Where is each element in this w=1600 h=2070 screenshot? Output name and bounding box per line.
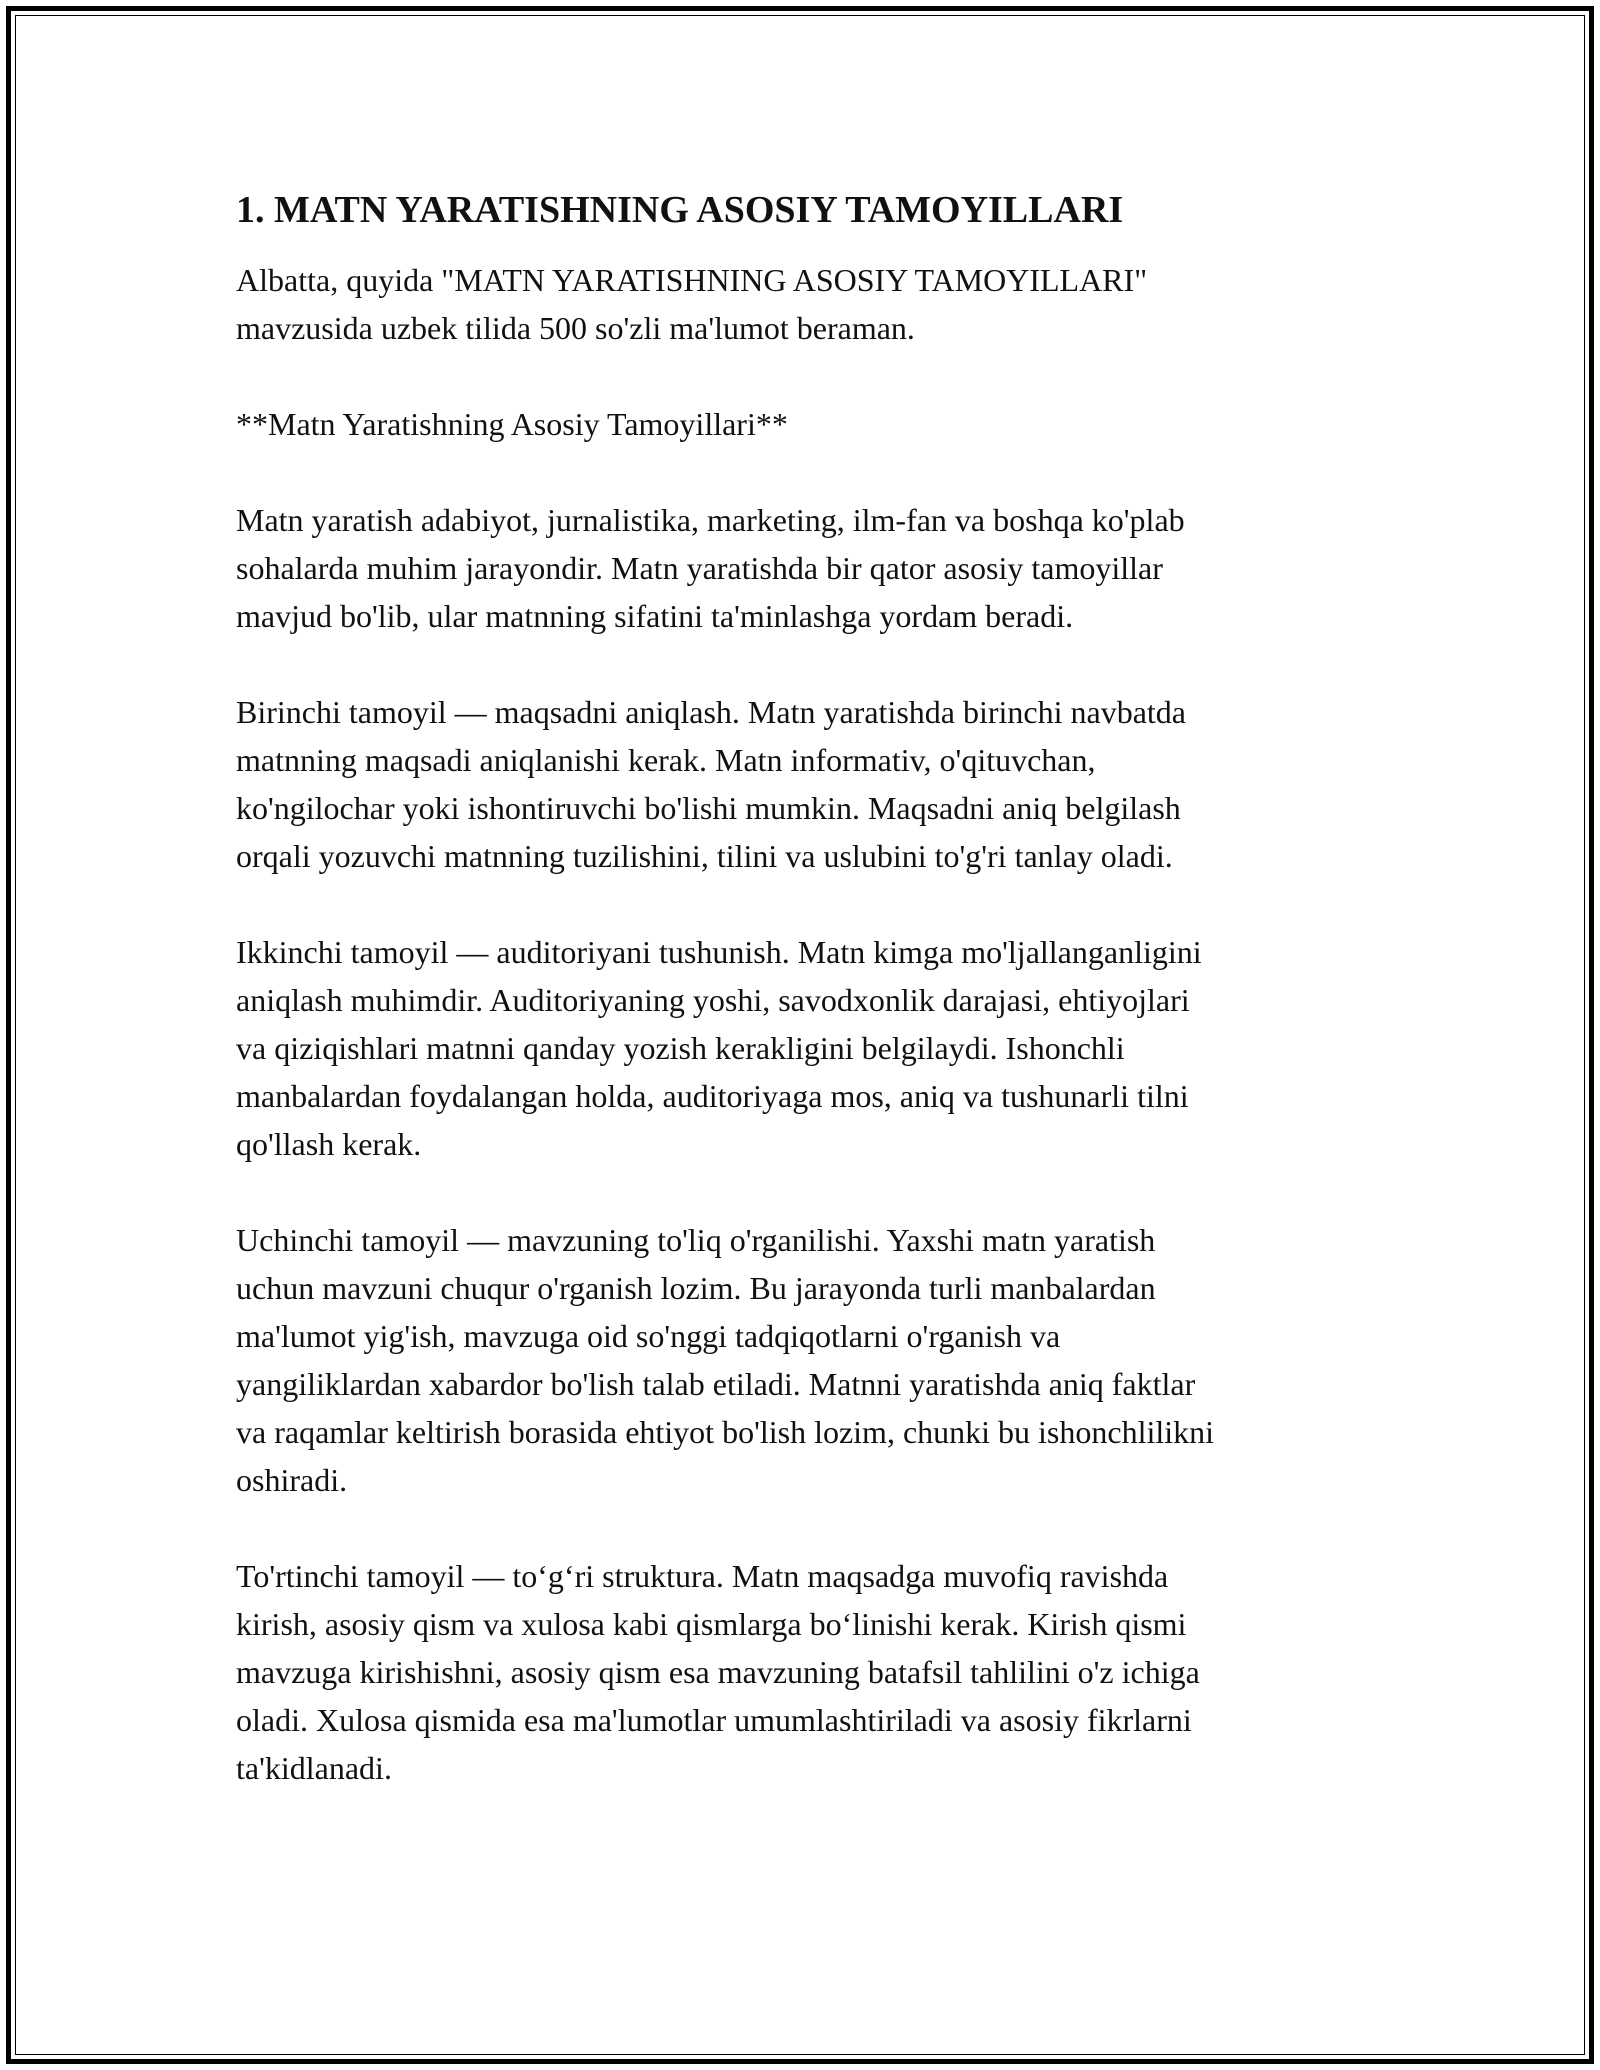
paragraph-principle-4: To'rtinchi tamoyil — to‘g‘ri struktura. Matn maqsadga muvofiq ravishda kirish, asosiy qism va xulosa kabi qismlarga bo‘linishi kerak. Kirish qismi mavzuga kirishishni, asosiy qism esa mavzuning batafsil tahlilini o'z ichiga oladi. Xulosa qismida esa ma'lumotlar umumlashtiriladi va asosiy fikrlarni ta'kidlanadi.: [236, 1558, 1200, 1786]
document-title: 1. MATN YARATISHNING ASOSIY TAMOYILLARI: [236, 189, 1124, 231]
paragraph-overview: Matn yaratish adabiyot, jurnalistika, marketing, ilm-fan va boshqa ko'plab sohalarda muhim jarayondir. Matn yaratishda bir qator asosiy tamoyillar mavjud bo'lib, ular matnning sifatini ta'minlashga yordam beradi.: [236, 502, 1185, 634]
paragraph-subheading: **Matn Yaratishning Asosiy Tamoyillari**: [236, 406, 788, 442]
paragraph-principle-1: Birinchi tamoyil — maqsadni aniqlash. Matn yaratishda birinchi navbatda matnning maqsadi aniqlanishi kerak. Matn informativ, o'qituvchan, ko'ngilochar yoki ishontiruvchi bo'lishi mumkin. Maqsadni aniq belgilash orqali yozuvchi matnning tuzilishini, tilini va uslubini to'g'ri tanlay oladi.: [236, 694, 1186, 874]
document-body: [236, 186, 1386, 1840]
paragraph-principle-3: Uchinchi tamoyil — mavzuning to'liq o'rganilishi. Yaxshi matn yaratish uchun mavzuni chuqur o'rganish lozim. Bu jarayonda turli manbalardan ma'lumot yig'ish, mavzuga oid so'nggi tadqiqotlarni o'rganish va yangiliklardan xabardor bo'lish talab etiladi. Matnni yaratishda aniq faktlar va raqamlar keltirish borasida ehtiyot bo'lish lozim, chunki bu ishonchlilikni oshiradi.: [236, 1222, 1215, 1498]
paragraph-intro: Albatta, quyida "MATN YARATISHNING ASOSIY TAMOYILLARI" mavzusida uzbek tilida 500 so'zli ma'lumot beraman.: [236, 262, 1148, 346]
paragraph-principle-2: Ikkinchi tamoyil — auditoriyani tushunish. Matn kimga mo'ljallanganligini aniqlash muhimdir. Auditoriyaning yoshi, savodxonlik darajasi, ehtiyojlari va qiziqishlari matnni qanday yozish kerakligini belgilaydi. Ishonchli manbalardan foydalangan holda, auditoriyaga mos, aniq va tushunarli tilni qo'llash kerak.: [236, 934, 1202, 1162]
